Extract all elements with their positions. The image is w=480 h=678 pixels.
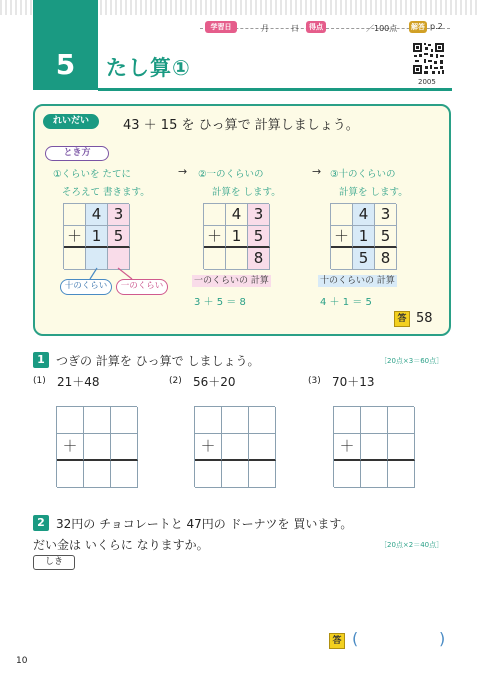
grid-cell: 1: [226, 226, 248, 248]
problem2-answer-field[interactable]: [360, 632, 438, 650]
grid-cell[interactable]: [195, 461, 222, 488]
grid-cell[interactable]: [195, 407, 222, 434]
step2-line1: ②一のくらいの: [198, 169, 264, 180]
grid-cell: [64, 204, 86, 226]
method-tag: とき方: [45, 146, 109, 161]
problem2-line1: 32円の チョコレートと 47円の ドーナツを 買います。: [56, 517, 353, 531]
grid-cell: [204, 204, 226, 226]
example-answer: 58: [416, 311, 433, 326]
page-number: 10: [16, 656, 28, 666]
callout-ones-place: 一のくらい: [116, 279, 168, 295]
grid-cell: ＋: [331, 226, 353, 248]
grid-cell: [331, 204, 353, 226]
grid-cell[interactable]: [57, 461, 84, 488]
grid-cell[interactable]: [111, 407, 138, 434]
grid-cell[interactable]: [111, 461, 138, 488]
grid-cell: [204, 248, 226, 270]
ones-calc-equation: 3 ＋ 5 ＝ 8: [194, 297, 246, 308]
grid-cell[interactable]: [361, 461, 388, 488]
problem1-points: ［20点×3＝60点］: [380, 357, 444, 365]
score-label: 得点: [306, 21, 326, 33]
example-grid-step2: [203, 203, 269, 269]
problem1-1-label: (1): [33, 376, 46, 386]
grid-cell: 4: [226, 204, 248, 226]
grid-cell: 5: [353, 248, 375, 270]
grid-cell[interactable]: [111, 434, 138, 461]
grid-cell: [226, 248, 248, 270]
plus-sign: ＋: [334, 434, 361, 461]
grid-cell: 1: [353, 226, 375, 248]
ones-calc-caption: 一のくらいの 計算: [194, 276, 269, 286]
grid-cell[interactable]: [334, 461, 361, 488]
tens-calc-equation: 4 ＋ 1 ＝ 5: [320, 297, 372, 308]
problem1-3-work-grid[interactable]: [333, 406, 414, 487]
grid-cell[interactable]: [222, 407, 249, 434]
answer-ref-label: 解答: [411, 23, 425, 31]
problem1-1-expression: 21＋48: [57, 375, 100, 389]
title-underline: [98, 88, 452, 91]
tens-calc-caption: 十のくらいの 計算: [320, 276, 395, 286]
problem1-2-label: (2): [169, 376, 182, 386]
example-answer-badge: 答: [394, 311, 410, 327]
grid-cell[interactable]: [84, 461, 111, 488]
step2-line2: 計算を します。: [212, 187, 281, 198]
grid-cell: 1: [86, 226, 108, 248]
lesson-title: たし算①: [106, 56, 191, 80]
study-date-label: 学習日: [205, 21, 237, 33]
grid-cell: 3: [108, 204, 130, 226]
formula-label: しき: [33, 555, 75, 570]
grid-cell[interactable]: [222, 461, 249, 488]
step3-line2: 計算を します。: [339, 187, 408, 198]
month-label: 月: [261, 24, 269, 33]
grid-cell[interactable]: [361, 434, 388, 461]
arrow-1: →: [178, 165, 188, 178]
grid-cell: 5: [108, 226, 130, 248]
lesson-number: 5: [55, 48, 76, 81]
step1-line2: そろえて 書きます。: [62, 187, 150, 198]
grid-cell: 8: [248, 248, 270, 270]
step3-line1: ③十のくらいの: [330, 169, 396, 180]
example-grid-step1: [63, 203, 129, 269]
grid-cell[interactable]: [388, 407, 415, 434]
grid-cell: 5: [248, 226, 270, 248]
problem2-number: 2: [33, 515, 49, 531]
book-code: 2005: [418, 78, 436, 86]
problem2-points: ［20点×2＝40点］: [380, 541, 444, 549]
grid-cell: 4: [86, 204, 108, 226]
grid-cell: 3: [248, 204, 270, 226]
grid-cell: ＋: [64, 226, 86, 248]
problem1-2-work-grid[interactable]: [194, 406, 275, 487]
grid-cell[interactable]: [249, 434, 276, 461]
callout-tens-place: 十のくらい: [60, 279, 112, 295]
grid-cell: ＋: [204, 226, 226, 248]
answer-paren-close: ): [439, 629, 446, 648]
grid-cell[interactable]: [84, 434, 111, 461]
example-tag: れいだい: [43, 114, 99, 129]
qr-code-icon[interactable]: [412, 42, 445, 75]
problem1-1-work-grid[interactable]: [56, 406, 137, 487]
grid-cell: 8: [375, 248, 397, 270]
grid-cell: [331, 248, 353, 270]
answer-paren-open: (: [352, 629, 359, 648]
example-grid-step3: [330, 203, 396, 269]
answer-page: p.2: [430, 22, 443, 31]
grid-cell: 5: [375, 226, 397, 248]
problem2-answer-badge: 答: [329, 633, 345, 649]
grid-cell[interactable]: [57, 407, 84, 434]
grid-cell: 4: [353, 204, 375, 226]
grid-cell[interactable]: [222, 434, 249, 461]
problem1-3-label: (3): [308, 376, 321, 386]
plus-sign: ＋: [57, 434, 84, 461]
grid-cell[interactable]: [388, 434, 415, 461]
grid-cell[interactable]: [249, 407, 276, 434]
grid-cell[interactable]: [334, 407, 361, 434]
callout-pointers: [60, 266, 170, 280]
example-question: 43 ＋ 15 を ひっ算で 計算しましょう。: [123, 118, 359, 133]
arrow-2: →: [312, 165, 322, 178]
problem1-text: つぎの 計算を ひっ算で しましょう。: [56, 354, 260, 368]
grid-cell[interactable]: [84, 407, 111, 434]
problem1-3-expression: 70＋13: [332, 375, 375, 389]
day-label: 日: [291, 24, 299, 33]
score-total: ／100点: [366, 24, 398, 33]
grid-cell[interactable]: [249, 461, 276, 488]
grid-cell[interactable]: [388, 461, 415, 488]
grid-cell: 3: [375, 204, 397, 226]
problem1-number: 1: [33, 352, 49, 368]
problem1-2-expression: 56＋20: [193, 375, 236, 389]
grid-cell[interactable]: [361, 407, 388, 434]
problem2-line2: だい金は いくらに なりますか。: [33, 538, 209, 552]
plus-sign: ＋: [195, 434, 222, 461]
step1-line1: ①くらいを たてに: [53, 169, 132, 180]
